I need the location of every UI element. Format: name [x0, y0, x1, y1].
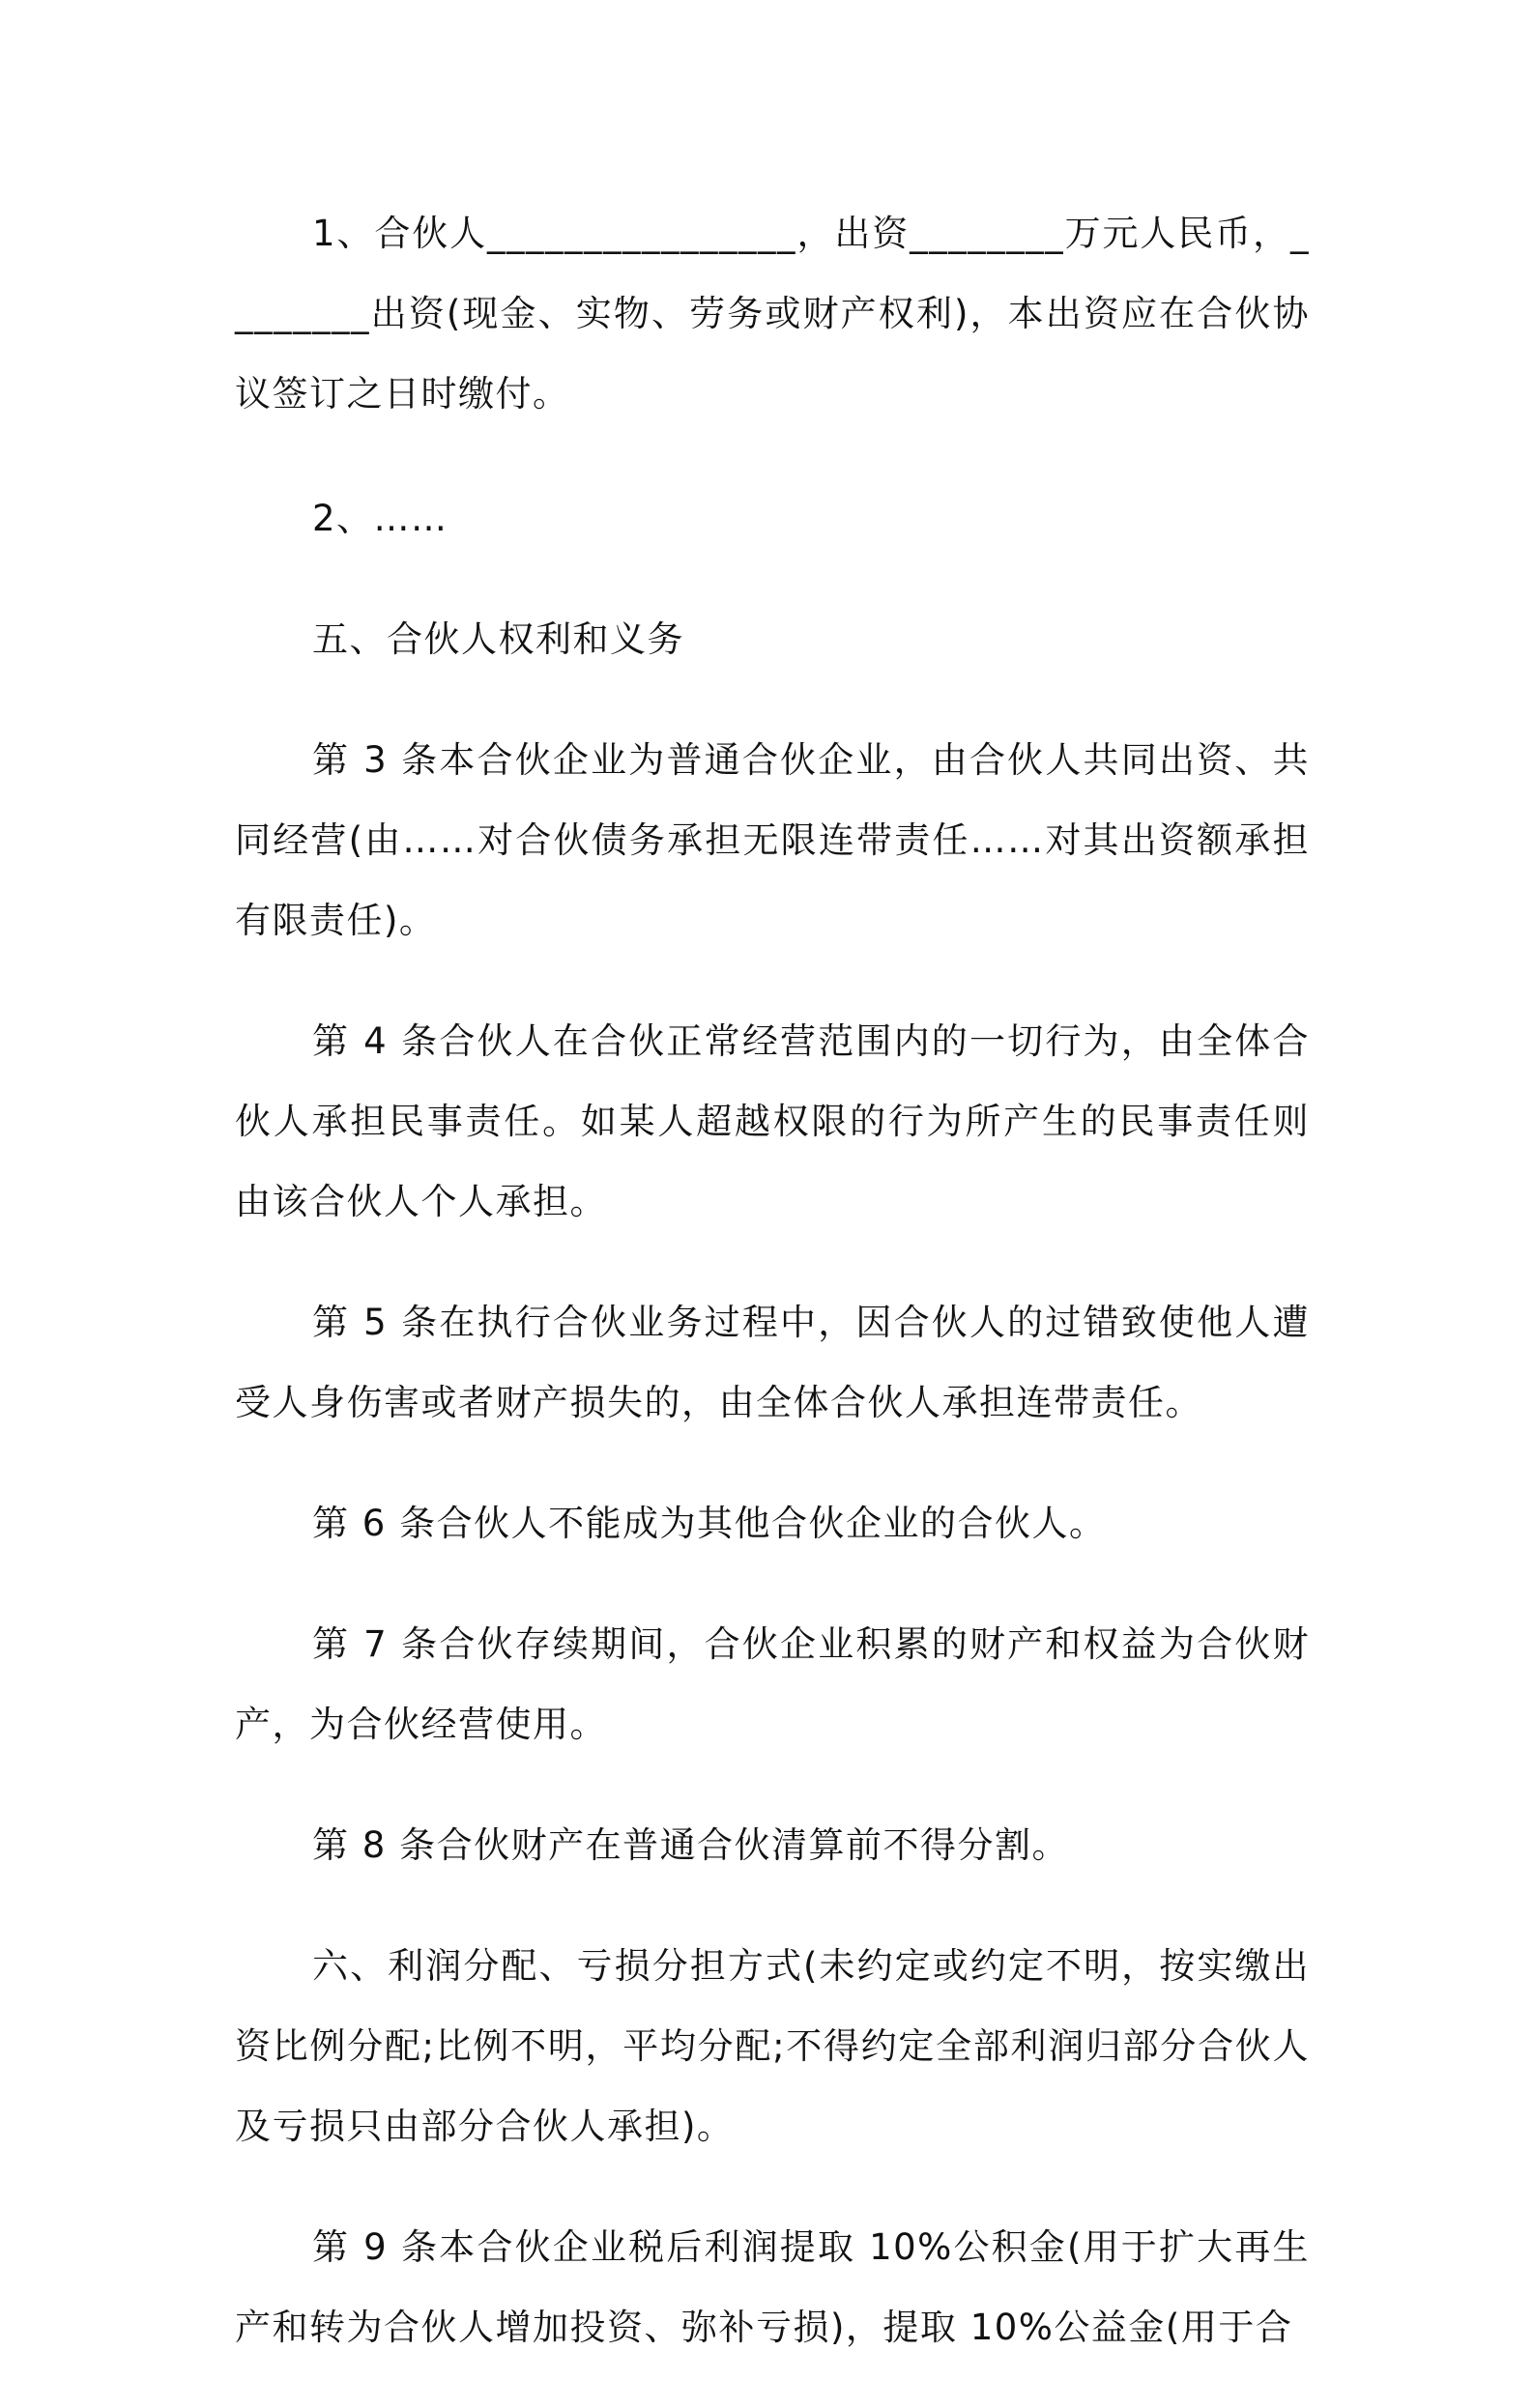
section-heading-profit: 六、利润分配、亏损分担方式(未约定或约定不明，按实缴出资比例分配;比例不明，平均分配;不得约定全部利润归部分合伙人及亏损只由部分合伙人承担)。: [235, 1945, 1310, 2147]
paragraph-item-2: 2、……: [312, 498, 448, 539]
article-3: 第 3 条本合伙企业为普通合伙企业，由合伙人共同出资、共同经营(由……对合伙债务承担无限连带责任……对其出资额承担有限责任)。: [235, 739, 1310, 941]
article-7: 第 7 条合伙存续期间，合伙企业积累的财产和权益为合伙财产，为合伙经营使用。: [235, 1623, 1310, 1745]
article-9: 第 9 条本合伙企业税后利润提取 10%公积金(用于扩大再生产和转为合伙人增加投资、弥补亏损)，提取 10%公益金(用于合: [235, 2226, 1310, 2348]
article-8: 第 8 条合伙财产在普通合伙清算前不得分割。: [312, 1824, 1070, 1866]
article-4: 第 4 条合伙人在合伙正常经营范围内的一切行为，由全体合伙人承担民事责任。如某人超越权限的行为所产生的民事责任则由该合伙人个人承担。: [235, 1020, 1310, 1222]
paragraph-contribution: 1、合伙人________________，出资________万元人民币，________出资(现金、实物、劳务或财产权利)，本出资应在合伙协议签订之日时缴付。: [235, 213, 1310, 415]
section-heading-rights: 五、合伙人权利和义务: [312, 618, 684, 660]
article-5: 第 5 条在执行合伙业务过程中，因合伙人的过错致使他人遭受人身伤害或者财产损失的，由全体合伙人承担连带责任。: [235, 1302, 1310, 1423]
article-6: 第 6 条合伙人不能成为其他合伙企业的合伙人。: [312, 1503, 1107, 1544]
document-page: [235, 193, 1310, 2408]
